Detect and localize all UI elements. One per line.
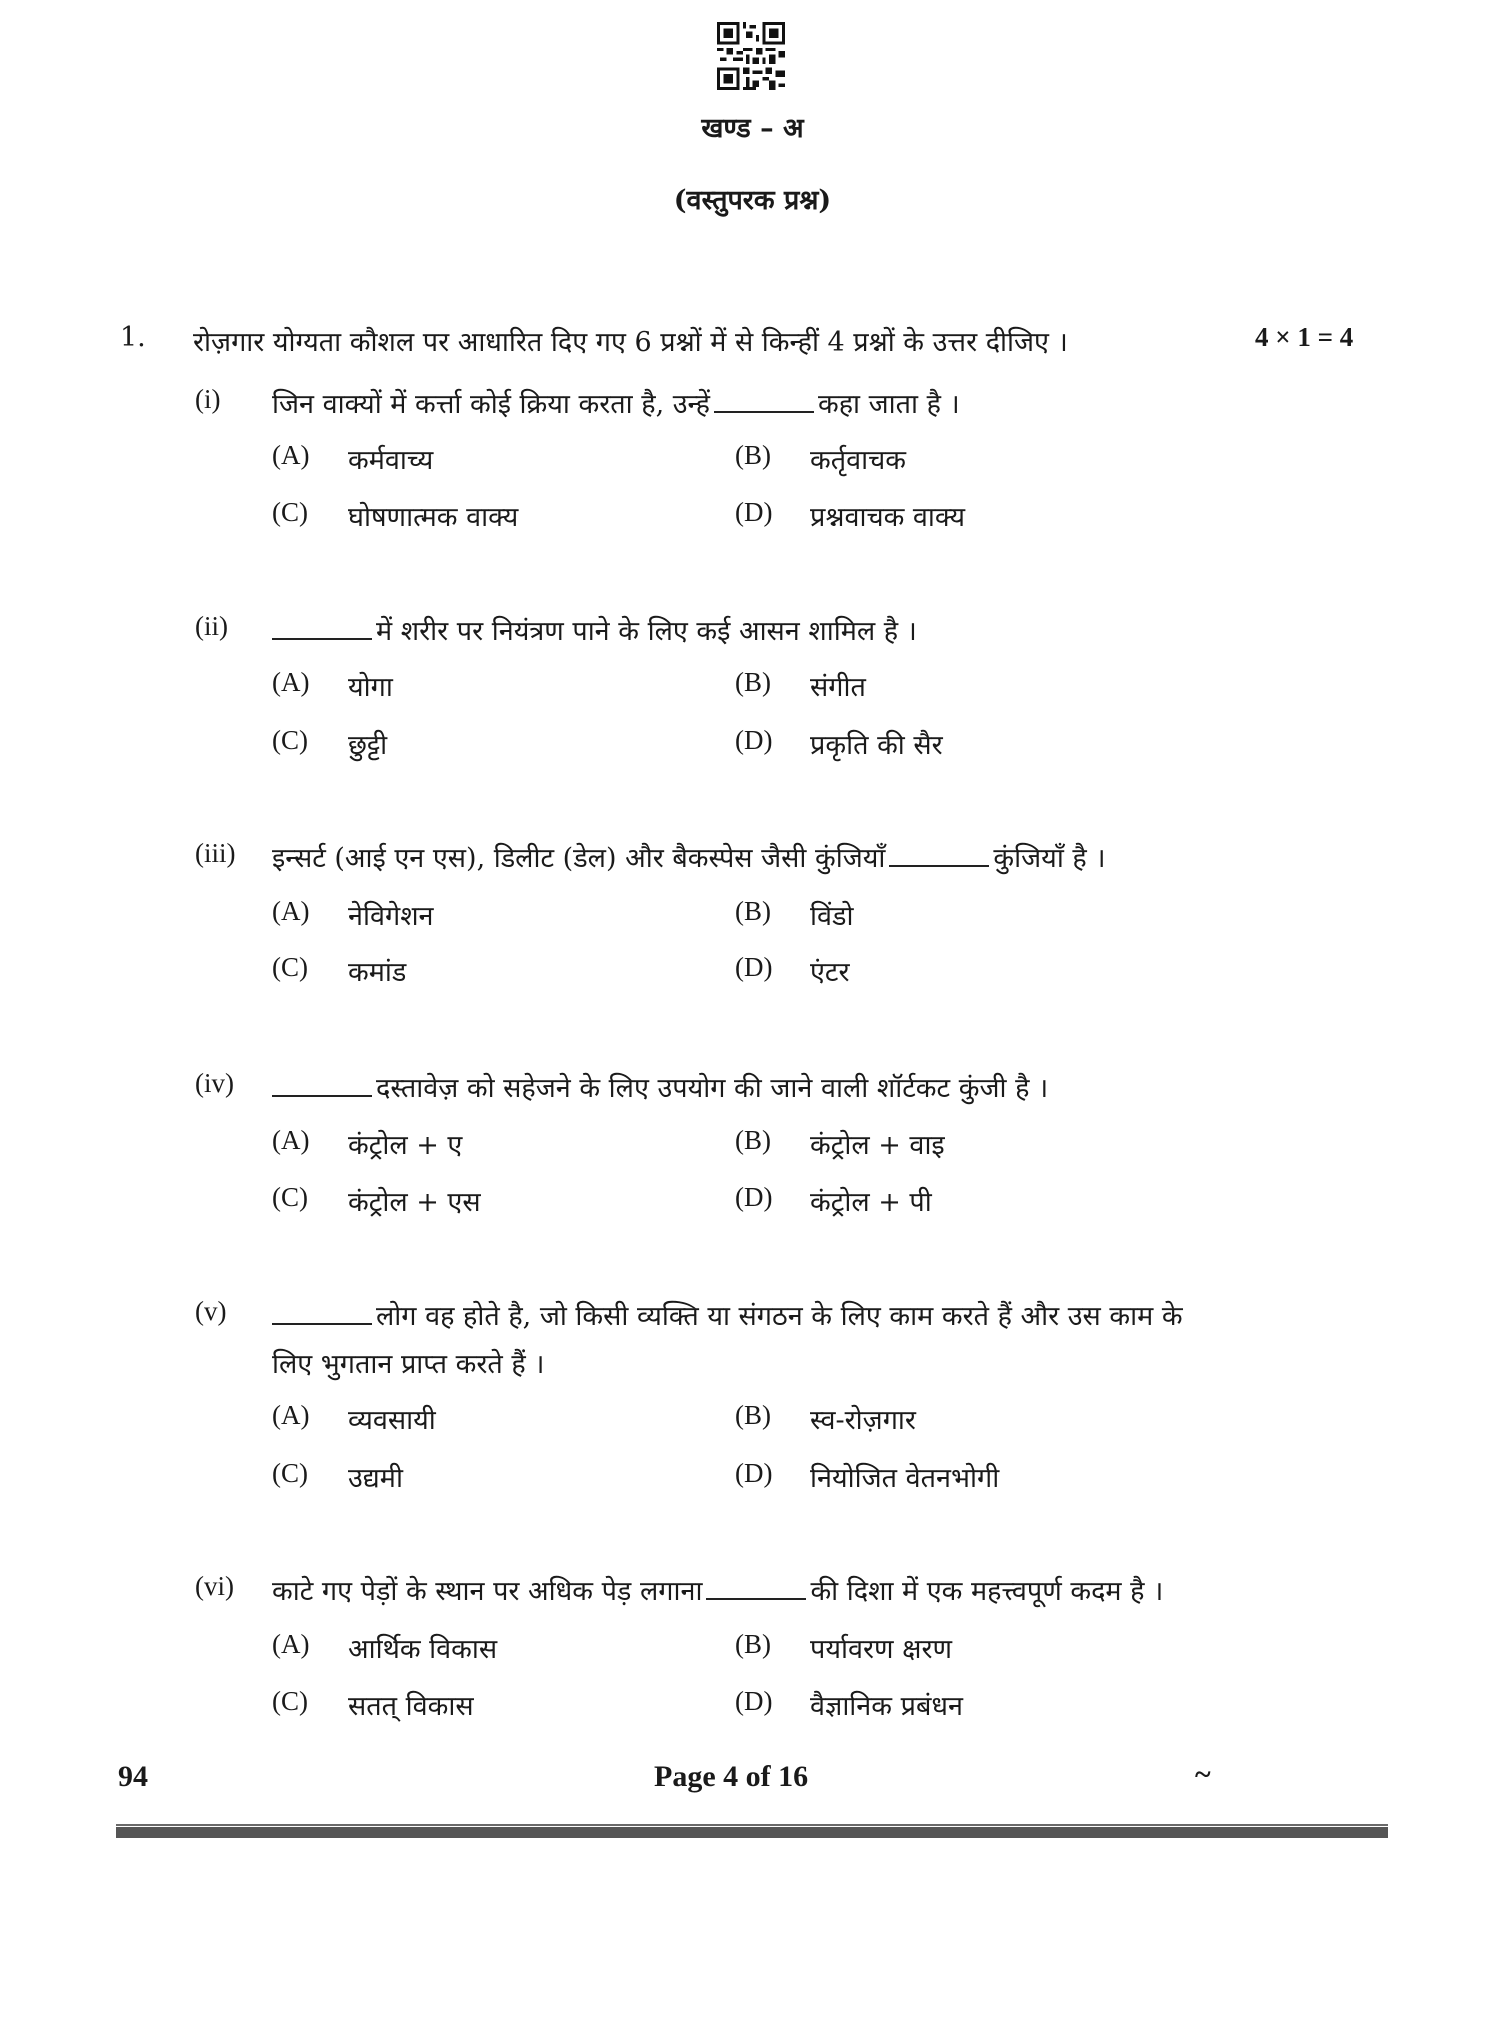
subquestion-number: (v) [195, 1296, 227, 1326]
option-a-label: (A) [272, 667, 310, 697]
option-d-text: कंट्रोल + पी [810, 1187, 932, 1218]
option-a-text: आर्थिक विकास [348, 1634, 498, 1665]
option-c-label: (C) [272, 1458, 308, 1488]
option-d-label: (D) [735, 952, 773, 982]
option-a-text: नेविगेशन [348, 901, 434, 932]
subquestion-number: (ii) [195, 611, 228, 641]
option-d-text: प्रश्नवाचक वाक्य [810, 502, 966, 533]
subquestion-number: (i) [195, 384, 221, 414]
option-d-label: (D) [735, 497, 773, 527]
option-a-label: (A) [272, 1629, 310, 1659]
option-c-text: कंट्रोल + एस [348, 1187, 481, 1218]
subquestion-number: (vi) [195, 1571, 234, 1601]
option-d-label: (D) [735, 725, 773, 755]
option-c-text: उद्यमी [348, 1463, 403, 1494]
option-c-text: छुट्टी [348, 730, 388, 761]
option-a-label: (A) [272, 1400, 310, 1430]
option-a-text: कर्मवाच्य [348, 445, 434, 476]
qr-code-icon [717, 22, 785, 90]
option-b-text: कंट्रोल + वाइ [810, 1130, 945, 1161]
answer-blank [272, 1322, 372, 1325]
option-b-text: पर्यावरण क्षरण [810, 1634, 953, 1665]
option-d-label: (D) [735, 1182, 773, 1212]
option-a-label: (A) [272, 896, 310, 926]
option-d-label: (D) [735, 1458, 773, 1488]
footer-mark: ~ [1195, 1758, 1211, 1791]
page-number: Page 4 of 16 [654, 1760, 809, 1793]
answer-blank [889, 864, 989, 867]
question-instruction: रोज़गार योग्यता कौशल पर आधारित दिए गए 6 प्रश्नों में से किन्हीं 4 प्रश्नों के उत्तर दीजिए । [193, 327, 1068, 358]
option-c-text: सतत् विकास [348, 1691, 474, 1722]
subquestion-text: काटे गए पेड़ों के स्थान पर अधिक पेड़ लगाना की दिशा में एक महत्त्वपूर्ण कदम है । [272, 1576, 1164, 1607]
footer-rule-thin [116, 1824, 1388, 1826]
footer-rule-thick [116, 1827, 1388, 1838]
subquestion-text: लोग वह होते है, जो किसी व्यक्ति या संगठन के लिए काम करते हैं और उस काम के [272, 1296, 1183, 1333]
option-b-text: विंडो [810, 901, 854, 932]
option-b-label: (B) [735, 667, 771, 697]
option-b-text: संगीत [810, 672, 866, 703]
subquestion-text-line2: लिए भुगतान प्राप्त करते हैं । [272, 1349, 545, 1380]
option-c-label: (C) [272, 497, 308, 527]
option-d-label: (D) [735, 1686, 773, 1716]
subquestion-number: (iii) [195, 838, 236, 868]
question-marks: 4 × 1 = 4 [1255, 322, 1354, 352]
option-b-text: स्व-रोज़गार [810, 1405, 916, 1436]
subquestion-number: (iv) [195, 1068, 234, 1098]
option-a-label: (A) [272, 440, 310, 470]
option-c-label: (C) [272, 952, 308, 982]
subquestion-text: जिन वाक्यों में कर्त्ता कोई क्रिया करता है, उन्हें कहा जाता है । [272, 389, 960, 420]
answer-blank [272, 1094, 372, 1097]
option-a-text: व्यवसायी [348, 1405, 436, 1436]
option-b-label: (B) [735, 440, 771, 470]
section-title: खण्ड – अ [701, 113, 804, 144]
answer-blank [706, 1597, 806, 1600]
answer-blank [714, 410, 814, 413]
subquestion-text: इन्सर्ट (आई एन एस), डिलीट (डेल) और बैकस्पेस जैसी कुंजियाँ कुंजियाँ है । [272, 843, 1106, 874]
option-d-text: नियोजित वेतनभोगी [810, 1463, 1000, 1494]
option-d-text: प्रकृति की सैर [810, 730, 943, 761]
option-a-text: कंट्रोल + ए [348, 1130, 463, 1161]
option-c-label: (C) [272, 725, 308, 755]
option-b-label: (B) [735, 1400, 771, 1430]
option-c-text: घोषणात्मक वाक्य [348, 502, 519, 533]
option-b-label: (B) [735, 1125, 771, 1155]
option-a-text: योगा [348, 672, 393, 703]
subquestion-text: में शरीर पर नियंत्रण पाने के लिए कई आसन शामिल है । [272, 611, 917, 648]
option-c-label: (C) [272, 1182, 308, 1212]
option-b-label: (B) [735, 1629, 771, 1659]
option-d-text: वैज्ञानिक प्रबंधन [810, 1691, 963, 1722]
subquestion-text: दस्तावेज़ को सहेजने के लिए उपयोग की जाने वाली शॉर्टकट कुंजी है । [272, 1068, 1048, 1105]
option-d-text: एंटर [810, 957, 850, 988]
paper-code: 94 [118, 1760, 148, 1793]
option-c-label: (C) [272, 1686, 308, 1716]
option-b-label: (B) [735, 896, 771, 926]
answer-blank [272, 637, 372, 640]
section-subtitle: (वस्तुपरक प्रश्न) [673, 185, 832, 216]
option-a-label: (A) [272, 1125, 310, 1155]
question-number: 1. [120, 322, 146, 353]
option-c-text: कमांड [348, 957, 407, 988]
option-b-text: कर्तृवाचक [810, 445, 907, 476]
